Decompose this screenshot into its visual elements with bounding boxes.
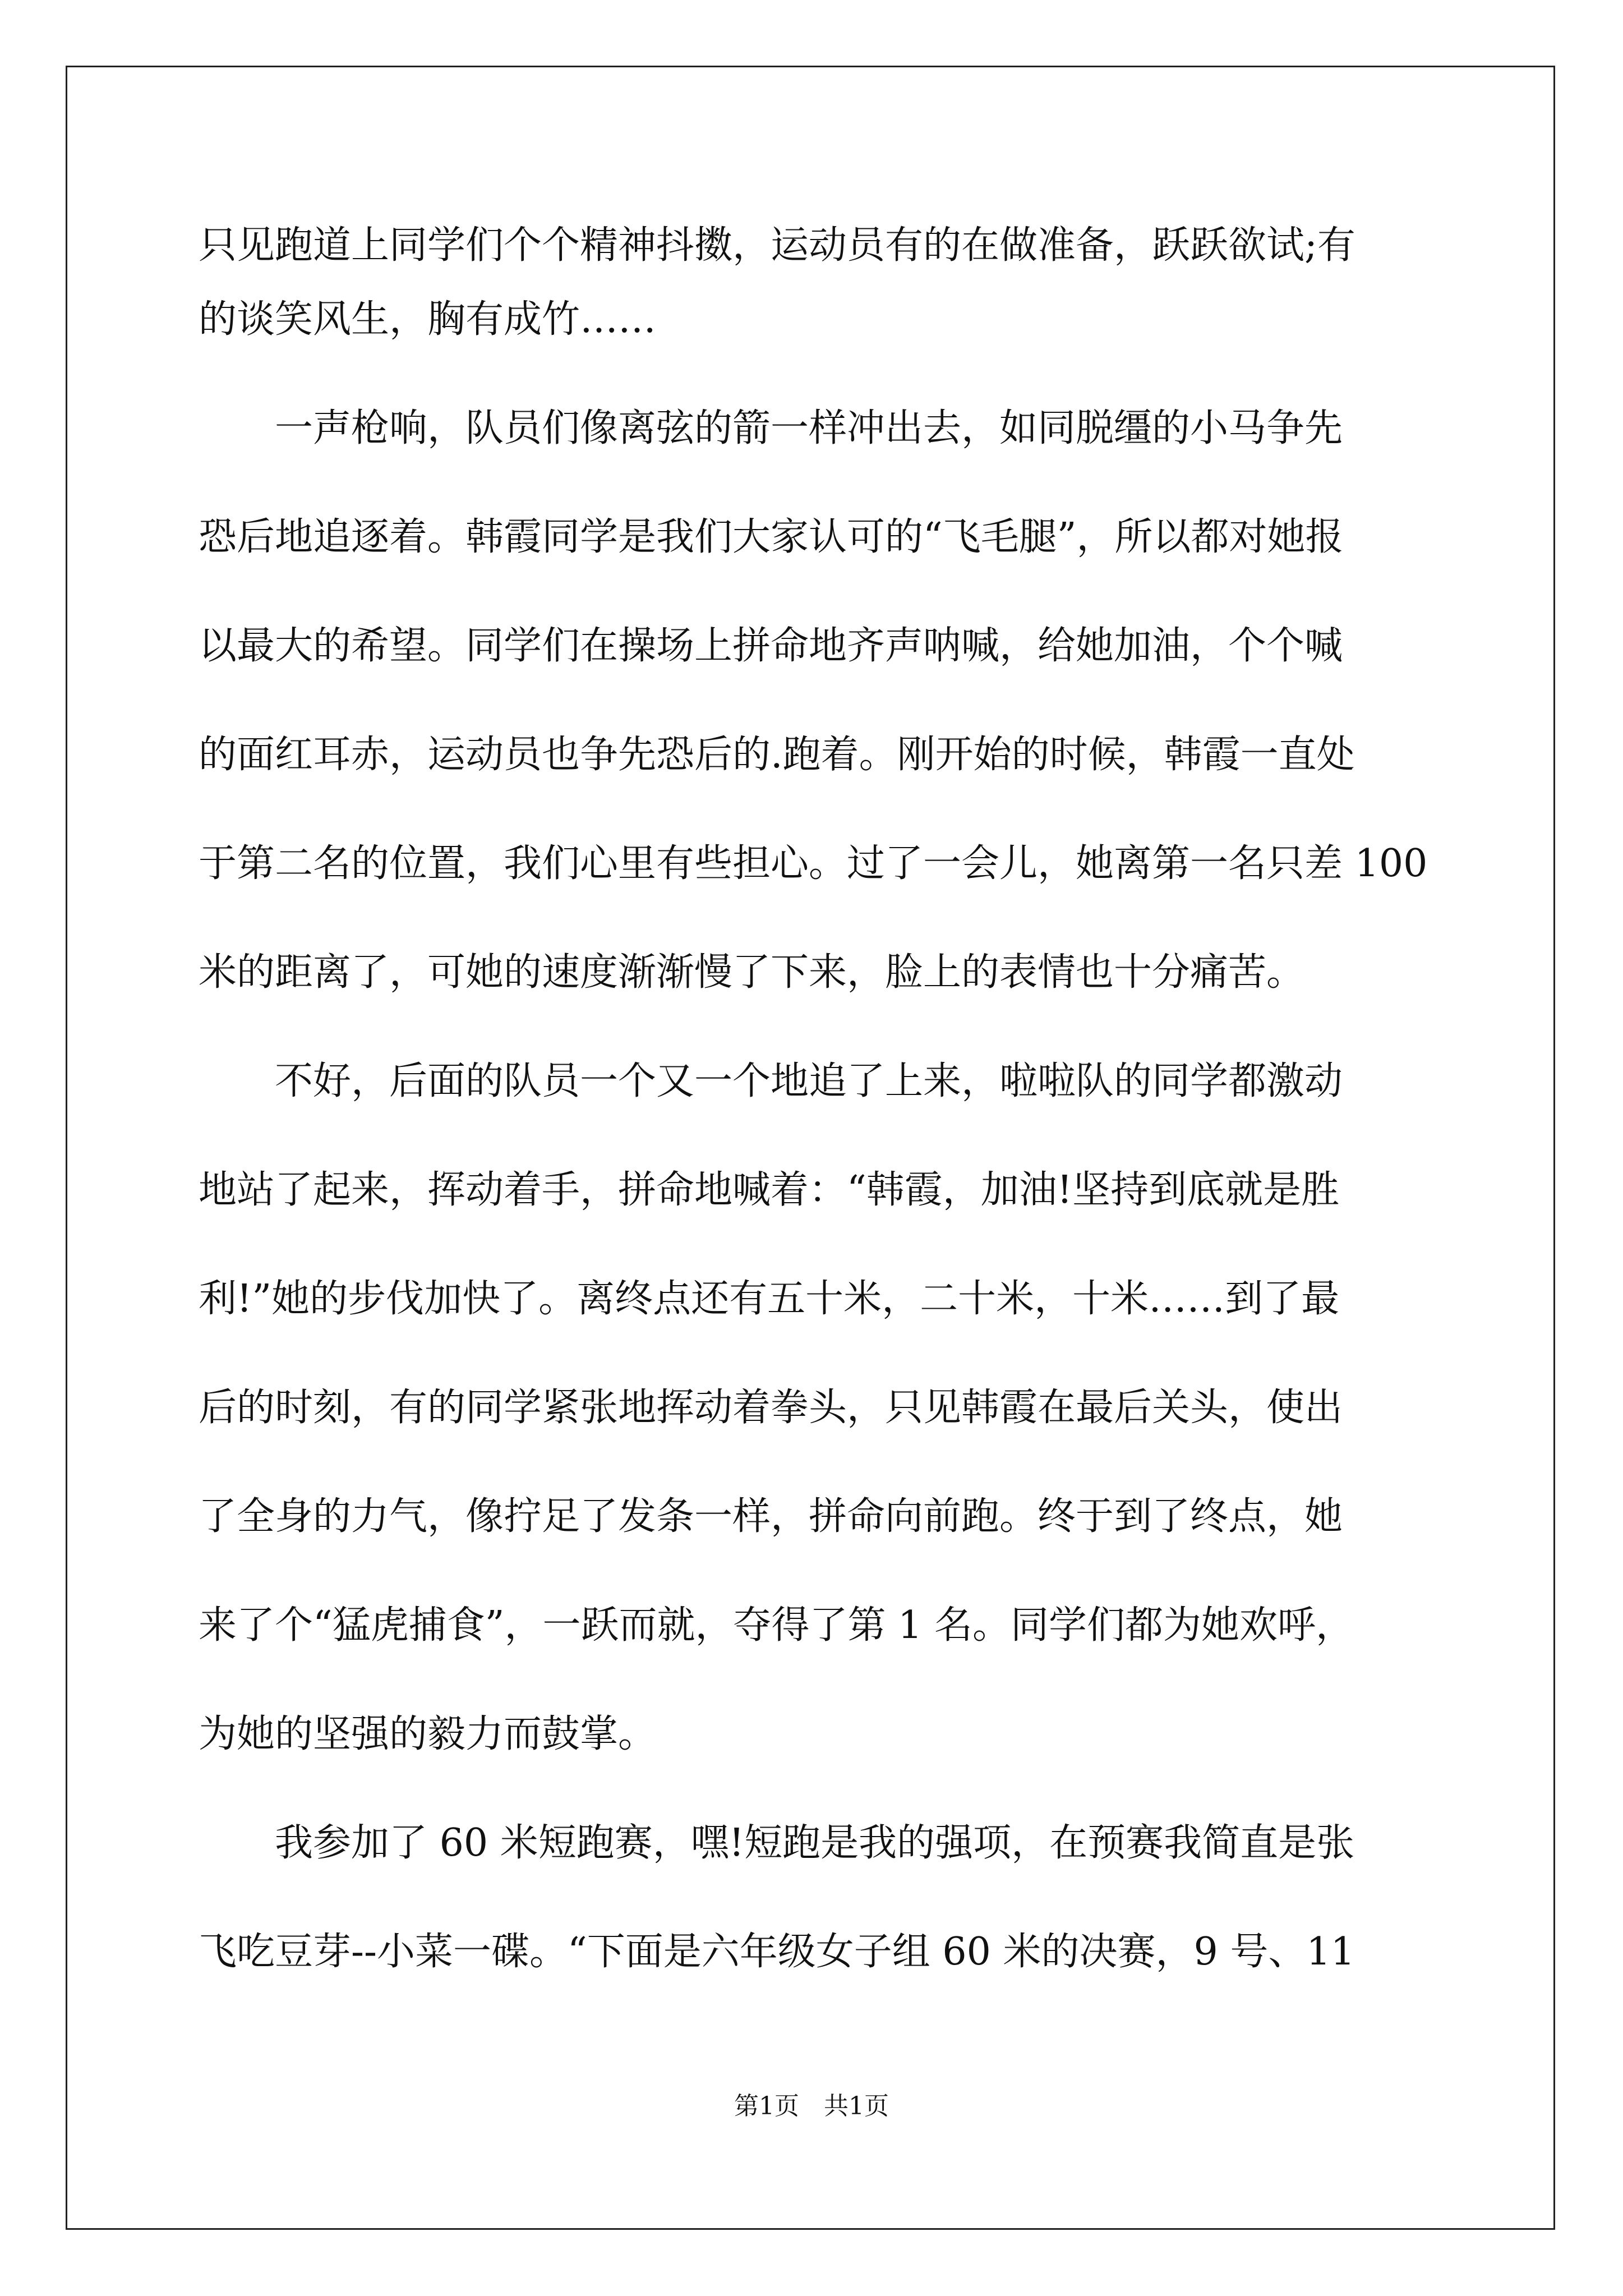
text-line: 地站了起来，挥动着手，拼命地喊着：“韩霞，加油!坚持到底就是胜: [199, 1168, 1340, 1212]
page-footer: 第1页 共1页: [734, 2092, 889, 2120]
text-line: 的面红耳赤，运动员也争先恐后的.跑着。刚开始的时候，韩霞一直处: [199, 733, 1355, 777]
text-line: 来了个“猛虎捕食”，一跃而就，夺得了第 1 名。同学们都为她欢呼，: [199, 1603, 1354, 1648]
text-line: 不好，后面的队员一个又一个地追了上来，啦啦队的同学都激动: [199, 1059, 1343, 1103]
text-line: 一声枪响，队员们像离弦的箭一样冲出去，如同脱缰的小马争先: [199, 406, 1343, 450]
page-border: [66, 66, 1555, 2230]
text-line: 了全身的力气，像拧足了发条一样，拼命向前跑。终于到了终点，她: [199, 1494, 1343, 1539]
text-line: 我参加了 60 米短跑赛，嘿!短跑是我的强项，在预赛我简直是张: [199, 1821, 1355, 1865]
text-line: 于第二名的位置，我们心里有些担心。过了一会儿，她离第一名只差 100: [199, 841, 1428, 886]
text-line: 利!”她的步伐加快了。离终点还有五十米，二十米，十米……到了最: [199, 1277, 1340, 1321]
text-line: 的谈笑风生，胸有成竹……: [199, 297, 657, 342]
text-line: 米的距离了，可她的速度渐渐慢了下来，脸上的表情也十分痛苦。: [199, 950, 1305, 995]
text-line: 恐后地追逐着。韩霞同学是我们大家认可的“飞毛腿”，所以都对她报: [199, 515, 1344, 559]
text-line: 只见跑道上同学们个个精神抖擞，运动员有的在做准备，跃跃欲试;有: [199, 223, 1355, 268]
text-line: 为她的坚强的毅力而鼓掌。: [199, 1712, 657, 1756]
text-line: 后的时刻，有的同学紧张地挥动着拳头，只见韩霞在最后关头，使出: [199, 1386, 1343, 1430]
text-line: 以最大的希望。同学们在操场上拼命地齐声呐喊，给她加油，个个喊: [199, 624, 1343, 668]
text-line: 飞吃豆芽--小菜一碟。“下面是六年级女子组 60 米的决赛，9 号、11: [199, 1930, 1355, 1974]
